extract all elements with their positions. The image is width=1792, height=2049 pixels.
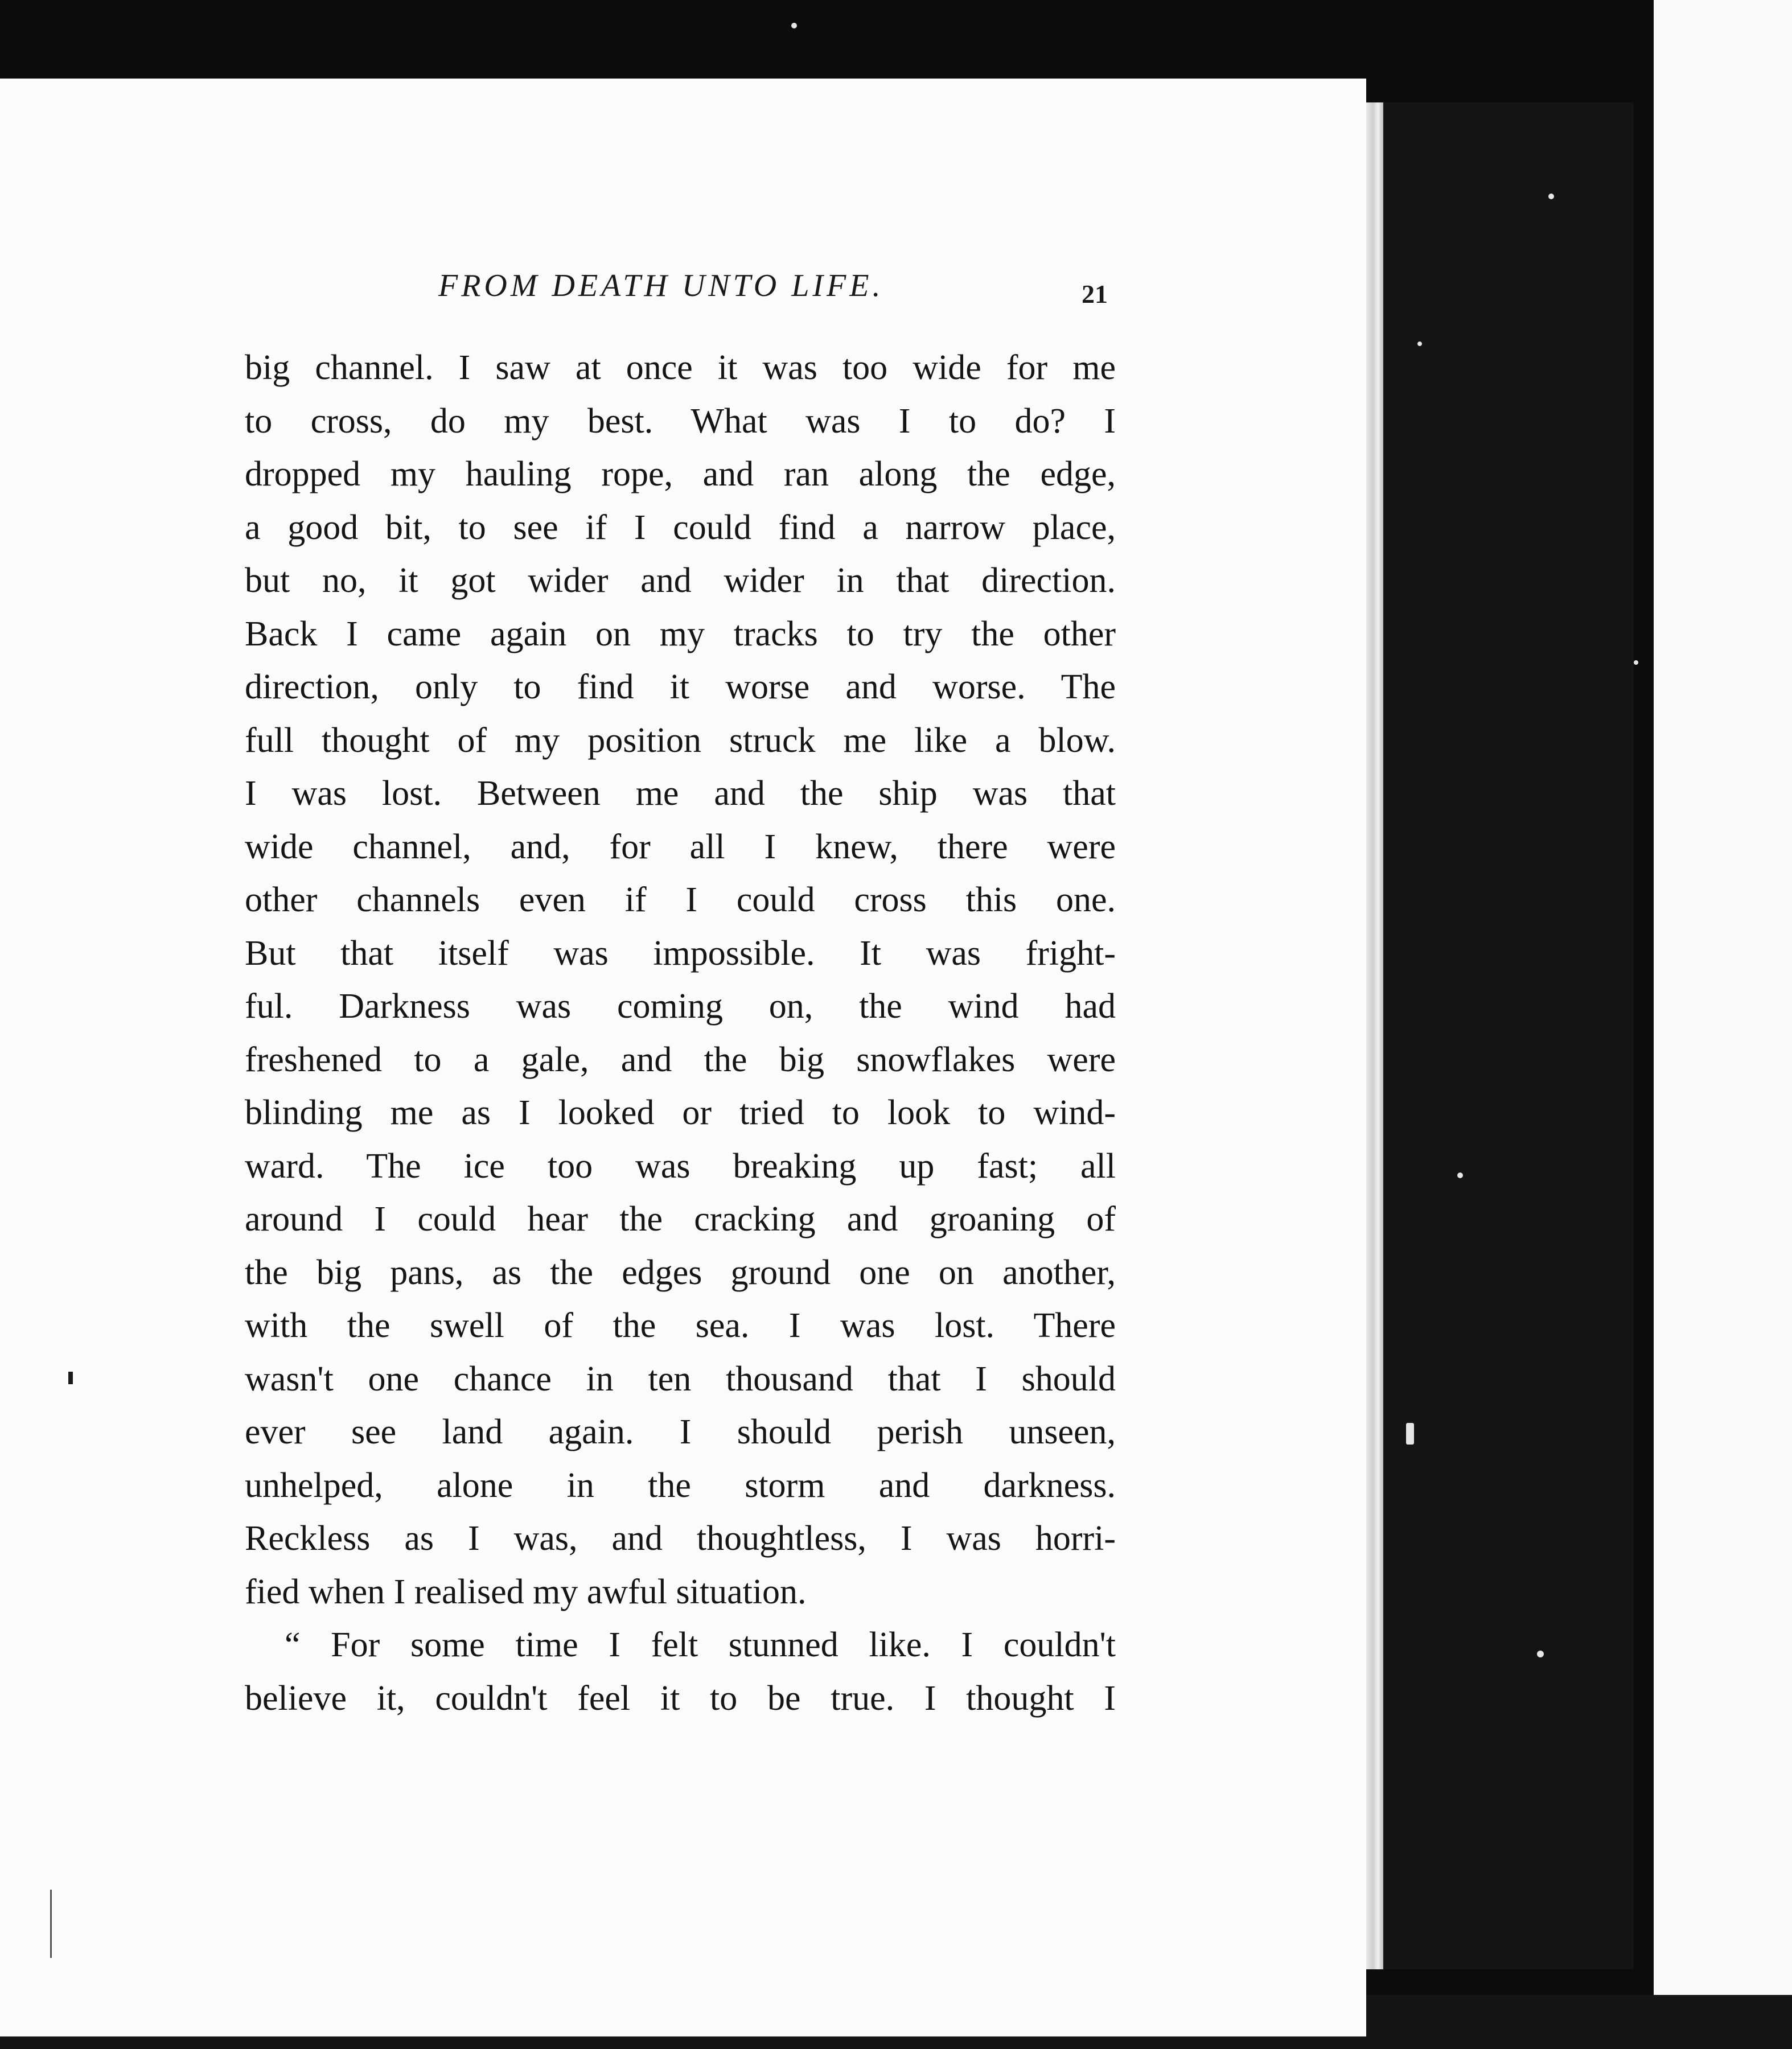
text-line: to cross, do my best. What was I to do? I [245, 401, 1116, 441]
text-line: full thought of my position struck me like a blow. [245, 721, 1116, 760]
dust-speck [1406, 1423, 1414, 1445]
margin-line [50, 1890, 52, 1958]
text-line: with the swell of the sea. I was lost. There [245, 1306, 1116, 1345]
dust-speck [1537, 1651, 1544, 1657]
text-line: dropped my hauling rope, and ran along the edge, [245, 455, 1116, 493]
page-edge [1366, 102, 1383, 1969]
text-line: unhelped, alone in the storm and darkness. [245, 1466, 1116, 1505]
margin-mark [68, 1372, 73, 1384]
text-line: Back I came again on my tracks to try the other [245, 614, 1116, 653]
dust-speck [1548, 194, 1554, 199]
text-line: other channels even if I could cross this one. [245, 881, 1116, 919]
text-line: blinding me as I looked or tried to look to wind- [245, 1093, 1116, 1132]
text-line: “ For some time I felt stunned like. I couldn't [285, 1626, 1116, 1664]
text-line: ful. Darkness was coming on, the wind had [245, 987, 1116, 1026]
film-edge [1654, 0, 1792, 2049]
page-number: 21 [1082, 279, 1108, 308]
text-line: freshened to a gale, and the big snowflakes were [245, 1040, 1116, 1079]
text-line: around I could hear the cracking and groaning of [245, 1200, 1116, 1239]
body-text [245, 342, 1116, 1725]
text-line: direction, only to find it worse and worse. The [245, 668, 1116, 706]
text-line: fied when I realised my awful situation. [245, 1572, 807, 1611]
dust-speck [1457, 1172, 1463, 1178]
text-line: ward. The ice too was breaking up fast; all [245, 1146, 1116, 1186]
text-line: but no, it got wider and wider in that direction. [245, 561, 1116, 600]
text-line: wide channel, and, for all I knew, there were [245, 827, 1116, 866]
text-line: the big pans, as the edges ground one on another, [245, 1253, 1116, 1292]
dust-speck [791, 23, 797, 28]
text-line: big channel. I saw at once it was too wide for me [245, 348, 1116, 387]
dust-speck [1634, 660, 1638, 665]
text-line: But that itself was impossible. It was fright- [245, 933, 1116, 973]
text-line: I was lost. Between me and the ship was that [245, 774, 1116, 813]
running-head: FROM DEATH UNTO LIFE. [438, 268, 884, 303]
text-line: wasn't one chance in ten thousand that I should [245, 1359, 1116, 1398]
text-line: Reckless as I was, and thoughtless, I was horri- [245, 1519, 1116, 1558]
text-line: believe it, couldn't feel it to be true. I thought I [245, 1678, 1116, 1718]
text-line: a good bit, to see if I could find a narrow place, [245, 508, 1116, 547]
dust-speck [1417, 342, 1422, 346]
text-line: ever see land again. I should perish unseen, [245, 1413, 1116, 1451]
facing-page-gap [1383, 102, 1634, 1969]
